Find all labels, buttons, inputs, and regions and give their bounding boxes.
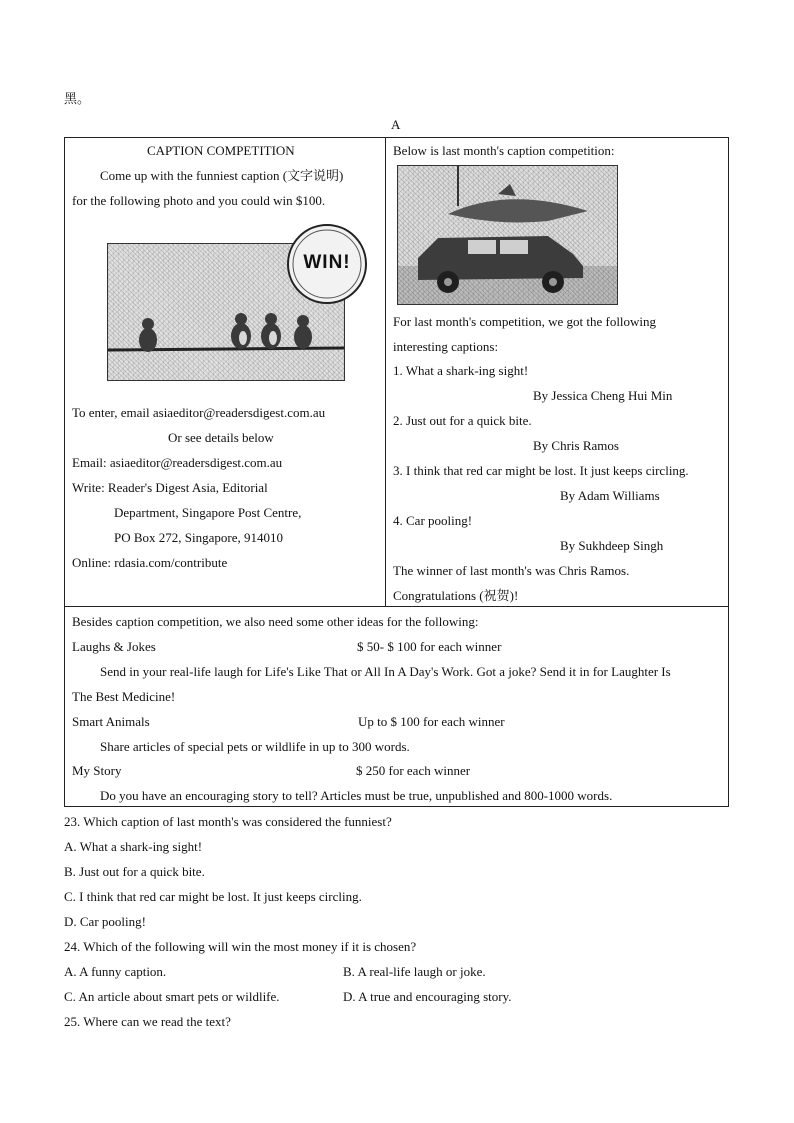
win-badge-text: WIN! xyxy=(303,252,351,273)
caption-3-author: By Adam Williams xyxy=(560,488,660,503)
section-label: A xyxy=(391,117,401,132)
caption-4: 4. Car pooling! xyxy=(393,513,473,528)
online-line: Online: rdasia.com/contribute xyxy=(72,555,228,570)
enter-line: To enter, email asiaeditor@readersdigest.com.au xyxy=(72,405,326,420)
category-desc-laughs-1: Send in your real-life laugh for Life's Like That or All In A Day's Work. Got a joke? Send it in for Laughter Is xyxy=(100,664,671,679)
caption-1: 1. What a shark-ing sight! xyxy=(393,363,529,378)
shark-on-car-illustration xyxy=(398,166,618,305)
write-line-1: Write: Reader's Digest Asia, Editorial xyxy=(72,480,268,495)
question-23-option-d: D. Car pooling! xyxy=(64,914,146,929)
category-prize-animals: Up to $ 100 for each winner xyxy=(358,714,505,729)
caption-2: 2. Just out for a quick bite. xyxy=(393,413,532,428)
details-line: Or see details below xyxy=(168,430,274,445)
question-23-option-c: C. I think that red car might be lost. It just keeps circling. xyxy=(64,889,362,904)
winner-line: The winner of last month's was Chris Ramos. xyxy=(393,563,630,578)
congrats-line: Congratulations (祝贺)! xyxy=(393,588,519,603)
category-name-animals: Smart Animals xyxy=(72,714,150,729)
question-23-option-a: A. What a shark-ing sight! xyxy=(64,839,203,854)
question-24-option-c: C. An article about smart pets or wildlife. xyxy=(64,989,280,1004)
intro-line-1: Come up with the funniest caption (文字说明) xyxy=(100,168,344,183)
competition-title: CAPTION COMPETITION xyxy=(147,143,295,158)
category-desc-laughs-2: The Best Medicine! xyxy=(72,689,176,704)
category-desc-story: Do you have an encouraging story to tell? Articles must be true, unpublished and 800-1000 words. xyxy=(100,788,613,803)
write-line-3: PO Box 272, Singapore, 914010 xyxy=(114,530,283,545)
email-line: Email: asiaeditor@readersdigest.com.au xyxy=(72,455,283,470)
category-name-laughs: Laughs & Jokes xyxy=(72,639,156,654)
caption-4-author: By Sukhdeep Singh xyxy=(560,538,664,553)
question-24-option-d: D. A true and encouraging story. xyxy=(343,989,512,1004)
question-23: 23. Which caption of last month's was considered the funniest? xyxy=(64,814,392,829)
shark-car-photo xyxy=(397,165,618,305)
category-name-story: My Story xyxy=(72,763,122,778)
column-divider xyxy=(385,137,386,607)
caption-3: 3. I think that red car might be lost. It just keeps circling. xyxy=(393,463,689,478)
win-badge xyxy=(285,222,369,306)
question-23-option-b: B. Just out for a quick bite. xyxy=(64,864,205,879)
results-line-1: For last month's competition, we got the following xyxy=(393,314,657,329)
category-prize-story: $ 250 for each winner xyxy=(356,763,471,778)
caption-2-author: By Chris Ramos xyxy=(533,438,619,453)
write-line-2: Department, Singapore Post Centre, xyxy=(114,505,302,520)
category-desc-animals: Share articles of special pets or wildlife in up to 300 words. xyxy=(100,739,410,754)
row-divider xyxy=(64,606,729,607)
question-24-option-a: A. A funny caption. xyxy=(64,964,167,979)
question-24-option-b: B. A real-life laugh or joke. xyxy=(343,964,486,979)
caption-1-author: By Jessica Cheng Hui Min xyxy=(533,388,673,403)
right-intro: Below is last month's caption competition: xyxy=(393,143,615,158)
category-prize-laughs: $ 50- $ 100 for each winner xyxy=(357,639,502,654)
intro-line-2: for the following photo and you could win $100. xyxy=(72,193,326,208)
results-line-2: interesting captions: xyxy=(393,339,499,354)
question-24: 24. Which of the following will win the most money if it is chosen? xyxy=(64,939,417,954)
top-fragment: 黑。 xyxy=(64,91,91,106)
other-ideas-intro: Besides caption competition, we also need some other ideas for the following: xyxy=(72,614,479,629)
question-25: 25. Where can we read the text? xyxy=(64,1014,231,1029)
